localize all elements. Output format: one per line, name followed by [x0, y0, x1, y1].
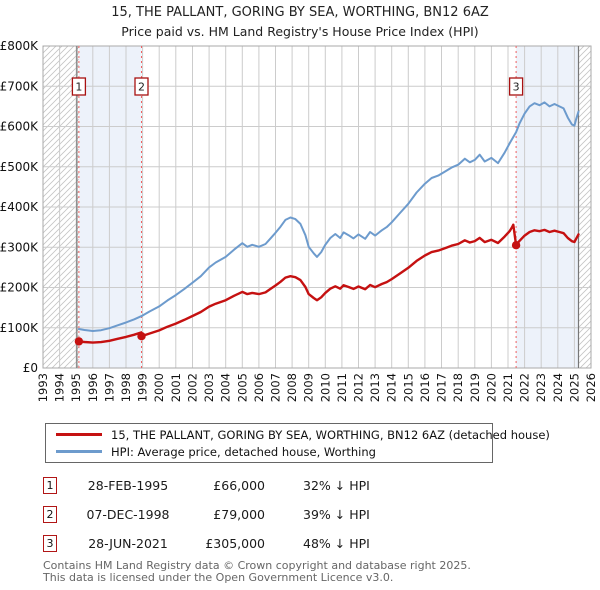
page-subtitle: Price paid vs. HM Land Registry's House Price Index (HPI): [121, 24, 479, 39]
footer-line: Contains HM Land Registry data © Crown copyright and database right 2025.: [43, 559, 471, 572]
y-axis-tick-label: £300K: [0, 240, 38, 255]
page-title: 15, THE PALLANT, GORING BY SEA, WORTHING, BN12 6AZ: [111, 5, 489, 20]
x-axis-tick-label: 2025: [567, 373, 582, 403]
legend-item-hpi: [46, 443, 492, 460]
x-axis-tick-label: 2004: [218, 373, 233, 403]
x-axis-tick-label: 2006: [251, 373, 266, 403]
legend-item-price-paid: [46, 426, 550, 443]
x-axis-tick-label: 2000: [152, 373, 167, 403]
sale-point-dot: [137, 332, 145, 340]
y-axis-tick-label: £600K: [0, 119, 38, 134]
table-row: [0, 477, 600, 495]
sale-date: 28-FEB-1995: [87, 478, 169, 493]
sale-date: 28-JUN-2021: [88, 536, 168, 551]
x-axis-tick-label: 2007: [268, 373, 283, 403]
x-axis-tick-label: 1995: [69, 373, 84, 403]
sale-vs-hpi: 48% ↓ HPI: [303, 536, 370, 551]
x-axis-tick-label: 1998: [119, 373, 133, 403]
x-axis-tick-label: 2019: [467, 373, 482, 403]
sale-marker-label: 1: [75, 80, 83, 94]
price_paid-line: [79, 225, 579, 343]
y-axis-tick-label: £0: [22, 361, 38, 376]
x-axis-tick-label: 2013: [368, 373, 383, 403]
x-axis-tick-label: 1997: [102, 373, 117, 403]
hpi-line: [79, 102, 579, 331]
y-axis-tick-label: £200K: [0, 280, 38, 295]
x-axis-tick-label: 2024: [550, 373, 565, 403]
chart-legend: [45, 423, 550, 463]
sale-price: £79,000: [213, 507, 265, 522]
x-axis-tick-label: 2008: [285, 373, 300, 403]
x-axis-tick-label: 2026: [584, 373, 598, 403]
sale-marker-label: 2: [138, 80, 145, 94]
sale-number-badge: 2: [43, 506, 57, 523]
y-axis-tick-label: £100K: [0, 320, 38, 335]
x-axis-tick-label: 2005: [235, 373, 250, 403]
x-axis-tick-label: 2021: [501, 373, 515, 403]
x-axis-tick-label: 2009: [301, 373, 316, 403]
table-row: [0, 506, 600, 524]
sale-marker-label: 3: [512, 80, 520, 94]
sale-price: £305,000: [205, 536, 265, 551]
footer-line: This data is licensed under the Open Government Licence v3.0.: [43, 570, 394, 584]
y-axis-tick-label: £700K: [0, 79, 38, 94]
legend-label: 15, THE PALLANT, GORING BY SEA, WORTHING, BN12 6AZ (detached house): [111, 427, 550, 442]
price-line-swatch: [56, 433, 102, 436]
sale-point-dot: [75, 337, 83, 345]
x-axis-tick-label: 2020: [484, 373, 499, 403]
x-axis-tick-label: 1994: [52, 373, 67, 403]
x-axis-tick-label: 2022: [517, 373, 532, 403]
x-axis-tick-label: 2003: [202, 373, 217, 403]
x-axis-tick-label: 1999: [135, 373, 150, 403]
x-axis-tick-label: 2017: [434, 373, 449, 403]
y-axis-tick-label: £500K: [0, 159, 38, 174]
sale-vs-hpi: 39% ↓ HPI: [303, 507, 370, 522]
x-axis-tick-label: 2016: [417, 373, 432, 403]
sale-number-badge: 1: [43, 477, 57, 494]
hpi-line-swatch: [56, 450, 102, 453]
sale-vs-hpi: 32% ↓ HPI: [303, 478, 370, 493]
sale-point-dot: [512, 241, 520, 249]
x-axis-tick-label: 2012: [351, 373, 366, 403]
x-axis-tick-label: 2023: [534, 373, 549, 403]
legend-label: HPI: Average price, detached house, Worthing: [111, 444, 376, 459]
license-footer: [43, 560, 471, 583]
x-axis-tick-label: 2015: [401, 373, 416, 403]
sale-price: £66,000: [213, 478, 265, 493]
y-axis-tick-label: £800K: [0, 39, 38, 54]
x-axis-tick-label: 1993: [36, 373, 50, 403]
x-axis-tick-label: 2002: [185, 373, 200, 403]
y-axis-tick-label: £400K: [0, 200, 38, 215]
sale-date: 07-DEC-1998: [86, 507, 170, 522]
x-axis-tick-label: 2010: [318, 373, 333, 403]
x-axis-tick-label: 2011: [334, 373, 349, 403]
x-axis-tick-label: 1996: [85, 373, 100, 403]
x-axis-tick-label: 2018: [451, 373, 466, 403]
sale-number-badge: 3: [43, 535, 57, 552]
x-axis-tick-label: 2001: [168, 373, 183, 403]
table-row: [0, 535, 600, 553]
x-axis-tick-label: 2014: [384, 373, 399, 403]
